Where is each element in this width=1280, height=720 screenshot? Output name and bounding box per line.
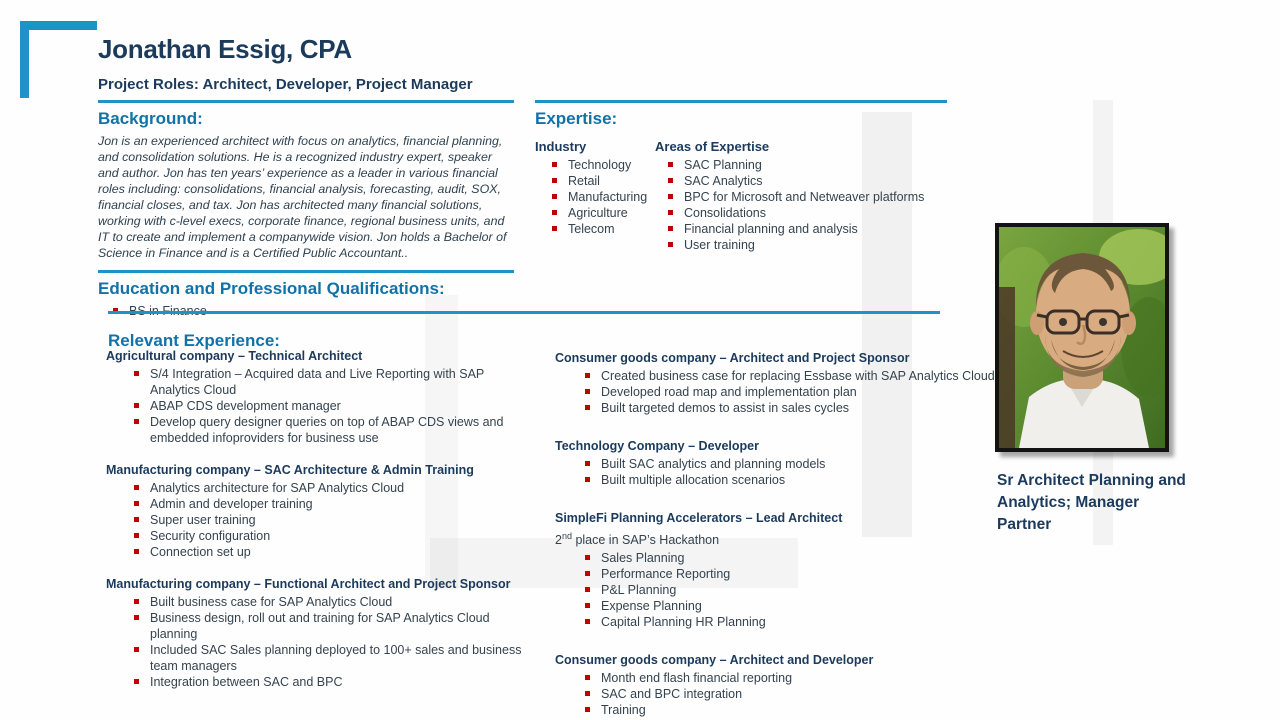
experience-bullets [134, 366, 534, 446]
relevant-experience-heading: Relevant Experience: [108, 331, 280, 351]
note-ordinal-suffix: nd [561, 531, 572, 541]
list-item: Admin and developer training [134, 496, 534, 512]
portrait-photo [995, 223, 1169, 452]
experience-title: Agricultural company – Technical Architect [106, 349, 363, 363]
list-item: Included SAC Sales planning deployed to 100+ sales and business team managers [134, 642, 534, 674]
list-item: Month end flash financial reporting [585, 670, 1003, 686]
list-item: Security configuration [134, 528, 534, 544]
list-item: ABAP CDS development manager [134, 398, 534, 414]
list-item: SAC and BPC integration [585, 686, 1003, 702]
list-item: Sales Planning [585, 550, 1003, 566]
list-item: Business design, roll out and training for SAP Analytics Cloud planning [134, 610, 534, 642]
experience-block [555, 438, 1003, 488]
industry-list [552, 157, 655, 237]
background-paragraph: Jon is an experienced architect with focus on analytics, financial planning, and consolidation solutions. He is a recognized industry expert, speaker and author. Jon has ten years’ experience as a leader in various financial roles including: consolidations, financial analysis, forecasting, audit, SOX, financial closes, and tax. Jon has architected many financial solutions, working with c-level execs, corporate finance, regional business units, and IT to create and implement a companywide vision. Jon holds a Bachelor of Science in Finance and is a Certified Public Accountant.. [98, 134, 507, 260]
list-item: Telecom [552, 221, 655, 237]
experience-title: Consumer goods company – Architect and Project Sponsor [555, 351, 910, 365]
industry-heading: Industry [535, 139, 587, 154]
list-item: SAC Analytics [668, 173, 924, 189]
industry-subsection [535, 139, 655, 253]
list-item: Financial planning and analysis [668, 221, 924, 237]
list-item: Manufacturing [552, 189, 655, 205]
list-item: Expense Planning [585, 598, 1003, 614]
list-item: BPC for Microsoft and Netweaver platforms [668, 189, 924, 205]
areas-of-expertise-subsection [655, 139, 924, 253]
list-item: Built multiple allocation scenarios [585, 472, 1003, 488]
areas-list [668, 157, 924, 253]
experience-block [106, 462, 534, 560]
divider-rule [108, 311, 940, 314]
list-item: Integration between SAC and BPC [134, 674, 534, 690]
areas-heading: Areas of Expertise [655, 139, 770, 154]
list-item: Built SAC analytics and planning models [585, 456, 1003, 472]
list-item: Connection set up [134, 544, 534, 560]
experience-block [555, 652, 1003, 718]
experience-title: Manufacturing company – SAC Architecture & Admin Training [106, 463, 474, 477]
experience-bullets [134, 594, 534, 690]
background-heading: Background: [98, 109, 203, 128]
divider-rule [98, 270, 514, 273]
list-item: Built business case for SAP Analytics Cloud [134, 594, 534, 610]
list-item: Built targeted demos to assist in sales cycles [585, 400, 1003, 416]
list-item: Capital Planning HR Planning [585, 614, 1003, 630]
list-item: Training [585, 702, 1003, 718]
list-item: User training [668, 237, 924, 253]
note-number: 2 [555, 533, 562, 548]
experience-block [106, 576, 534, 690]
list-item: P&L Planning [585, 582, 1003, 598]
experience-block [555, 350, 1003, 416]
hackathon-note [555, 528, 1003, 548]
experience-left-column [106, 348, 534, 706]
list-item: Developed road map and implementation plan [585, 384, 1003, 400]
list-item: Created business case for replacing Essbase with SAP Analytics Cloud [585, 368, 1003, 384]
list-item: S/4 Integration – Acquired data and Live Reporting with SAP Analytics Cloud [134, 366, 534, 398]
project-roles-subtitle: Project Roles: Architect, Developer, Project Manager [98, 76, 473, 93]
left-column [98, 100, 514, 328]
list-item: SAC Planning [668, 157, 924, 173]
expertise-section [535, 100, 947, 253]
experience-bullets [585, 456, 1003, 488]
corner-bracket-icon [20, 21, 97, 30]
list-item: Consolidations [668, 205, 924, 221]
experience-title: SimpleFi Planning Accelerators – Lead Architect [555, 511, 843, 525]
experience-block [106, 348, 534, 446]
divider-rule [535, 100, 947, 103]
experience-bullets [585, 368, 1003, 416]
expertise-heading: Expertise: [535, 109, 618, 128]
photo-caption: Sr Architect Planning and Analytics; Manager Partner [997, 472, 1186, 533]
experience-bullets [134, 480, 534, 560]
experience-bullets [585, 550, 1003, 630]
list-item: Super user training [134, 512, 534, 528]
list-item: Performance Reporting [585, 566, 1003, 582]
list-item: Analytics architecture for SAP Analytics Cloud [134, 480, 534, 496]
list-item: Retail [552, 173, 655, 189]
list-item: Technology [552, 157, 655, 173]
corner-bracket-icon [20, 21, 29, 98]
experience-block [555, 510, 1003, 630]
experience-bullets [585, 670, 1003, 718]
portrait-illustration [999, 227, 1165, 448]
experience-title: Technology Company – Developer [555, 439, 759, 453]
list-item: Develop query designer queries on top of ABAP CDS views and embedded infoproviders for business use [134, 414, 534, 446]
divider-rule [98, 100, 514, 103]
education-heading: Education and Professional Qualifications: [98, 279, 445, 298]
experience-right-column [555, 350, 1003, 720]
experience-title: Manufacturing company – Functional Architect and Project Sponsor [106, 577, 511, 591]
page-title: Jonathan Essig, CPA [98, 34, 352, 64]
note-text: place in SAP’s Hackathon [571, 533, 720, 548]
list-item: Agriculture [552, 205, 655, 221]
experience-title: Consumer goods company – Architect and Developer [555, 653, 874, 668]
